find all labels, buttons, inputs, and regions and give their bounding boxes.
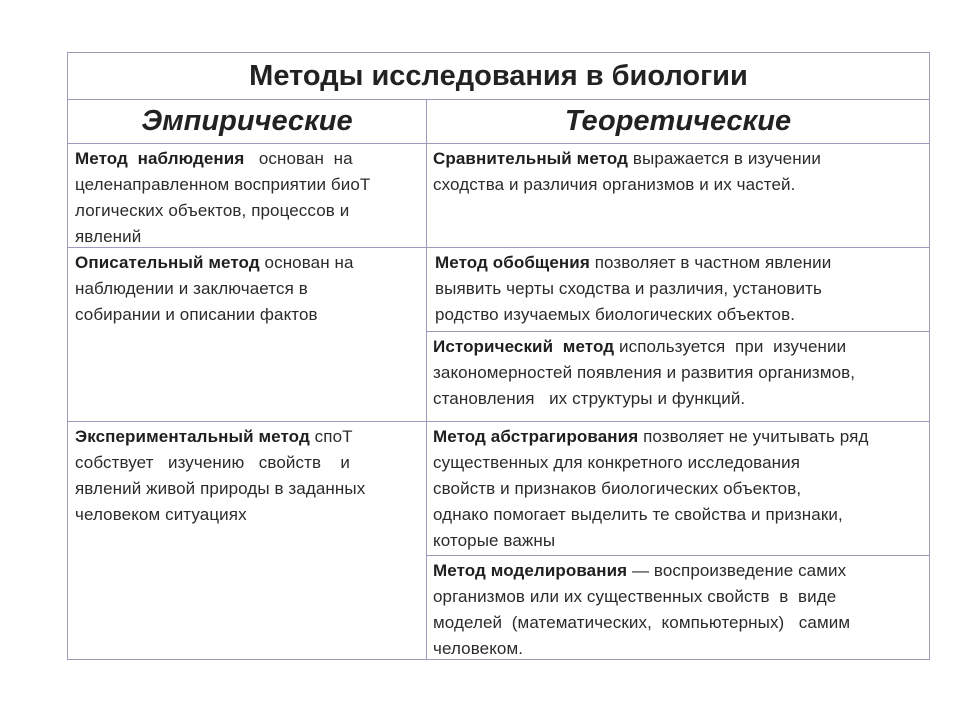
method-description: основан на целенаправленном восприятии биоТ логических объектов, процессов и явлений bbox=[75, 149, 371, 246]
empirical-cell-descriptive bbox=[68, 248, 427, 422]
method-term: Описательный метод bbox=[75, 253, 260, 272]
theoretical-cell-comparative bbox=[427, 144, 929, 248]
method-description: выражается в изучении сходства и различия организмов и их частей. bbox=[433, 149, 821, 194]
method-term: Метод абстрагирования bbox=[433, 427, 639, 446]
method-term: Экспериментальный метод bbox=[75, 427, 310, 446]
method-term: Метод обобщения bbox=[435, 253, 590, 272]
method-description: основан на наблюдении и заключается в собирании и описании фактов bbox=[75, 253, 354, 324]
theoretical-cell-modeling bbox=[427, 556, 929, 659]
method-description: позволяет не учитывать ряд существенных для конкретного исследования свойств и признаков биологических объектов, однако помогает выделить те свойства и признаки, которые важны bbox=[433, 427, 869, 550]
method-term: Исторический метод bbox=[433, 337, 615, 356]
theoretical-cell-generalization bbox=[427, 248, 929, 332]
theoretical-cell-abstraction bbox=[427, 422, 929, 556]
method-term: Сравнительный метод bbox=[433, 149, 629, 168]
theoretical-header: Теоретические bbox=[427, 100, 929, 144]
method-description: — воспроизведение самих организмов или их существенных свойств в виде моделей (математических, компьютерных) самим человеком. bbox=[433, 561, 851, 658]
method-description: используется при изучении закономерностей появления и развития организмов, становления их структуры и функций. bbox=[433, 337, 856, 408]
method-description: позволяет в частном явлении выявить черты сходства и различия, установить родство изучаемых биологических объектов. bbox=[435, 253, 832, 324]
empirical-cell-observation bbox=[68, 144, 427, 248]
table-title: Методы исследования в биологии bbox=[68, 53, 929, 100]
empirical-cell-experimental bbox=[68, 422, 427, 659]
methods-table bbox=[67, 52, 930, 660]
method-term: Метод моделирования bbox=[433, 561, 628, 580]
theoretical-cell-historical bbox=[427, 332, 929, 422]
method-description: споТ собствует изучению свойств и явлений живой природы в заданных человеком ситуациях bbox=[75, 427, 366, 524]
method-term: Метод наблюдения bbox=[75, 149, 245, 168]
empirical-header: Эмпирические bbox=[68, 100, 427, 144]
